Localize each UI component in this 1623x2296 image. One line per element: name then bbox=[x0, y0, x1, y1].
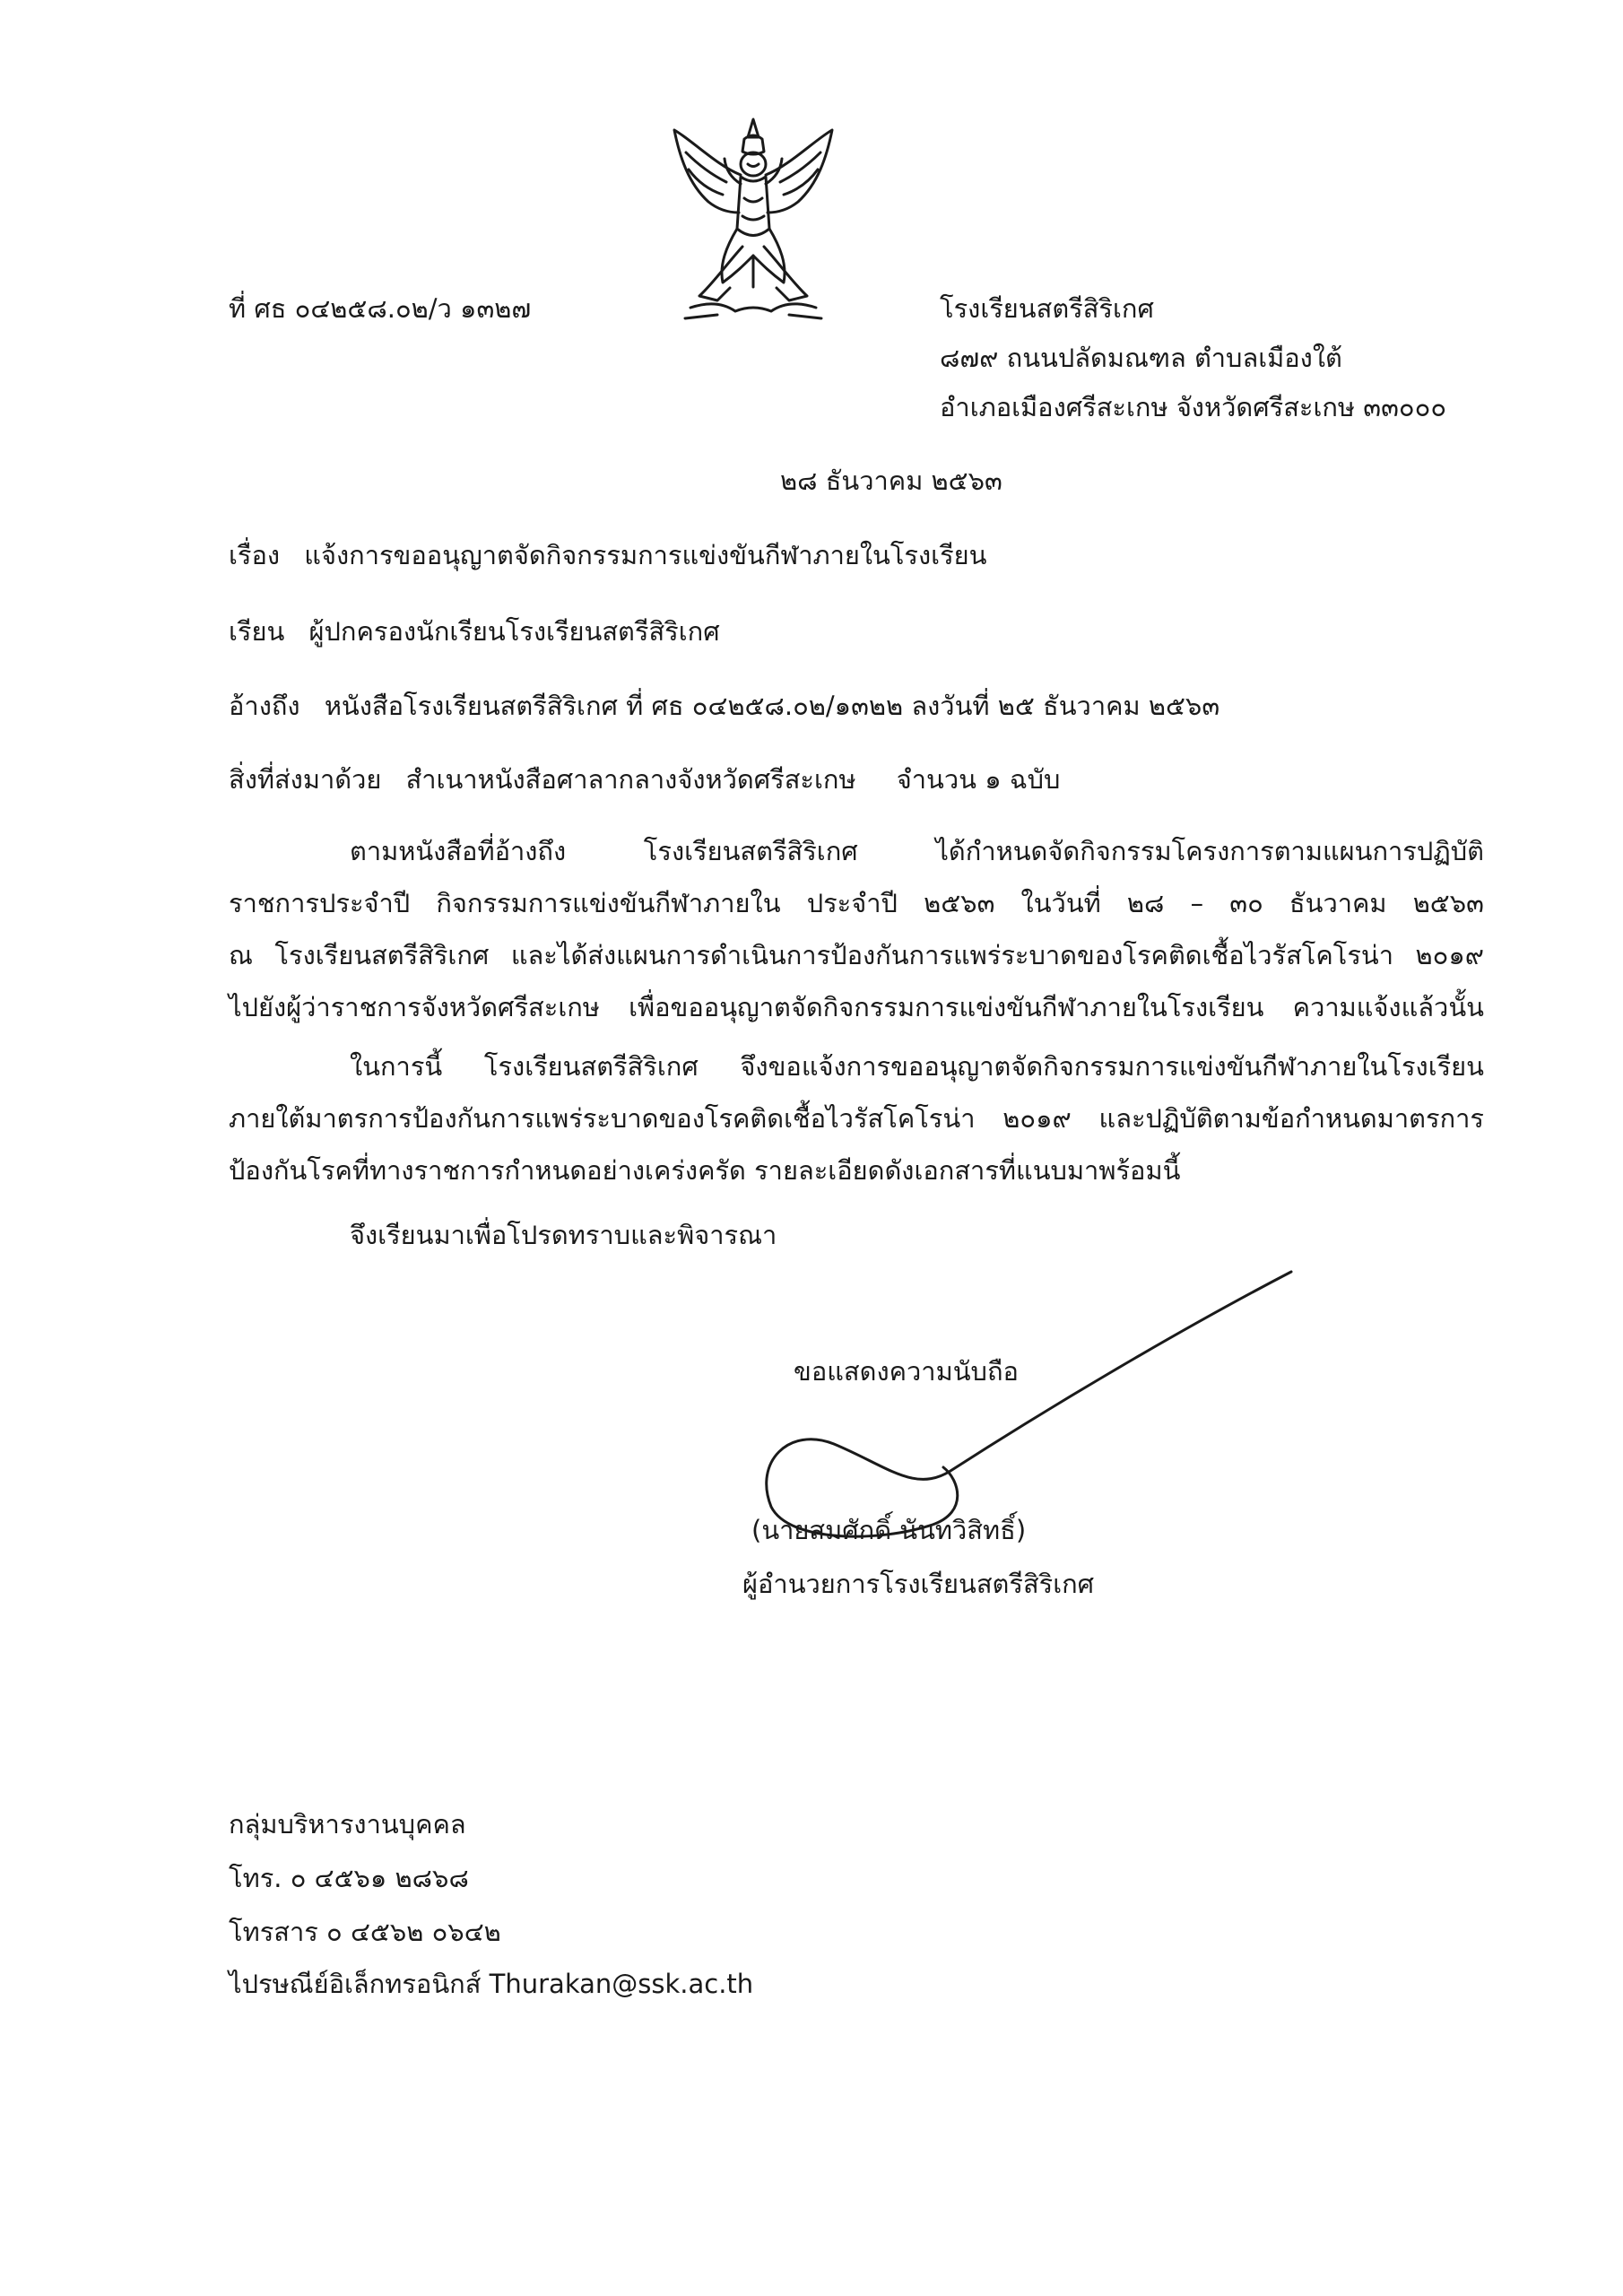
addressee-text: ผู้ปกครองนักเรียนโรงเรียนสตรีสิริเกศ bbox=[308, 616, 720, 647]
reference-number: ที่ ศธ ๐๔๒๕๘.๐๒/ว ๑๓๒๗ bbox=[229, 293, 532, 324]
signer-position: ผู้อำนวยการโรงเรียนสตรีสิริเกศ bbox=[742, 1569, 1095, 1599]
paragraph-line: ราชการประจำปี กิจกรรมการแข่งขันกีฬาภายใน ประจำปี ๒๕๖๓ ในวันที่ ๒๘ – ๓๐ ธันวาคม ๒๕๖๓ bbox=[229, 888, 1484, 918]
addressee-line bbox=[229, 616, 720, 647]
reference-label: อ้างถึง bbox=[229, 691, 300, 721]
paragraph-line: ในการนี้ โรงเรียนสตรีสิริเกศ จึงขอแจ้งการขออนุญาตจัดกิจกรรมการแข่งขันกีฬาภายในโรงเรียน bbox=[350, 1051, 1484, 1082]
addressee-label: เรียน bbox=[229, 616, 285, 647]
body-paragraph-1 bbox=[229, 825, 1484, 1033]
subject-line bbox=[229, 540, 987, 570]
school-name: โรงเรียนสตรีสิริเกศ bbox=[940, 293, 1154, 324]
regards-text: ขอแสดงความนับถือ bbox=[794, 1356, 1019, 1387]
email-address: ไปรษณีย์อิเล็กทรอนิกส์ Thurakan@ssk.ac.th bbox=[229, 1969, 754, 1999]
subject-label: เรื่อง bbox=[229, 540, 281, 570]
address-line-1: ๘๗๙ ถนนปลัดมณฑล ตำบลเมืองใต้ bbox=[940, 343, 1342, 373]
signer-name: (นายสมศักดิ์ นันทวิสิทธิ์) bbox=[751, 1515, 1027, 1545]
paragraph-line: ณ โรงเรียนสตรีสิริเกศ และได้ส่งแผนการดำเนินการป้องกันการแพร่ระบาดของโรคติดเชื้อไวรัสโคโรน่า ๒๐๑๙ bbox=[229, 940, 1484, 970]
subject-text: แจ้งการขออนุญาตจัดกิจกรรมการแข่งขันกีฬาภายในโรงเรียน bbox=[304, 540, 987, 570]
phone-number: โทร. ๐ ๔๕๖๑ ๒๘๖๘ bbox=[229, 1863, 469, 1893]
handwritten-signature bbox=[735, 1256, 1309, 1552]
reference-text: หนังสือโรงเรียนสตรีสิริเกศ ที่ ศธ ๐๔๒๕๘.๐๒/๑๓๒๒ ลงวันที่ ๒๕ ธันวาคม ๒๕๖๓ bbox=[324, 691, 1220, 721]
enclosure-count: จำนวน ๑ ฉบับ bbox=[896, 764, 1061, 795]
paragraph-line: ตามหนังสือที่อ้างถึง โรงเรียนสตรีสิริเกศ ได้กำหนดจัดกิจกรรมโครงการตามแผนการปฏิบัติ bbox=[350, 836, 1484, 866]
garuda-emblem-icon bbox=[664, 112, 843, 336]
enclosure-line bbox=[229, 764, 1061, 795]
enclosure-text: สำเนาหนังสือศาลากลางจังหวัดศรีสะเกษ bbox=[405, 764, 856, 795]
letter-date: ๒๘ ธันวาคม ๒๕๖๓ bbox=[780, 465, 1002, 496]
reference-line bbox=[229, 693, 1219, 719]
paragraph-line: ไปยังผู้ว่าราชการจังหวัดศรีสะเกษ เพื่อขออนุญาตจัดกิจกรรมการแข่งขันกีฬาภายในโรงเรียน ความแจ้งแล้วนั้น bbox=[229, 992, 1484, 1022]
closing-sentence: จึงเรียนมาเพื่อโปรดทราบและพิจารณา bbox=[350, 1220, 777, 1250]
enclosure-label: สิ่งที่ส่งมาด้วย bbox=[229, 764, 382, 795]
paragraph-line: ภายใต้มาตรการป้องกันการแพร่ระบาดของโรคติดเชื้อไวรัสโคโรน่า ๒๐๑๙ และปฏิบัติตามข้อกำหนดมาตรการ bbox=[229, 1103, 1484, 1134]
address-line-2: อำเภอเมืองศรีสะเกษ จังหวัดศรีสะเกษ ๓๓๐๐๐ bbox=[940, 392, 1447, 422]
fax-number: โทรสาร ๐ ๔๕๖๒ ๐๖๔๒ bbox=[229, 1917, 501, 1947]
paragraph-line: ป้องกันโรคที่ทางราชการกำหนดอย่างเคร่งครัด รายละเอียดดังเอกสารที่แนบมาพร้อมนี้ bbox=[229, 1155, 1181, 1186]
department-name: กลุ่มบริหารงานบุคคล bbox=[229, 1809, 466, 1839]
body-paragraph-2 bbox=[229, 1040, 1484, 1196]
